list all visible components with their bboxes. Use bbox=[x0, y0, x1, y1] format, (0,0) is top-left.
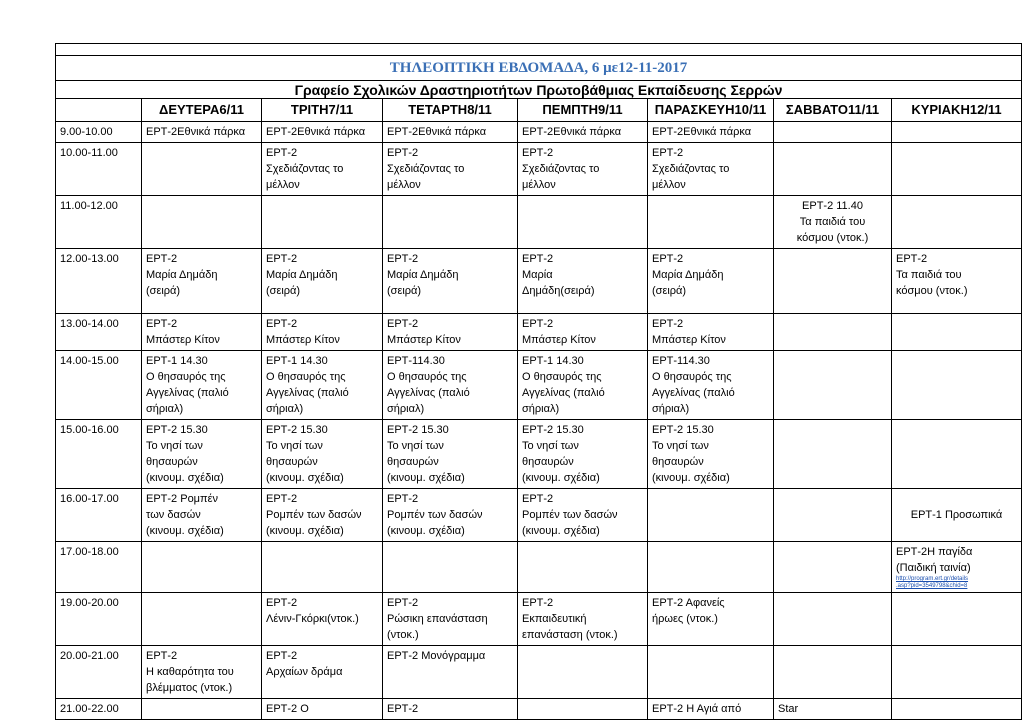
program-text: (κινουμ. σχέδια) bbox=[146, 525, 224, 537]
program-cell bbox=[142, 542, 262, 593]
day-header: ΤΡΙΤΗ7/11 bbox=[262, 99, 383, 122]
program-text: Εκπαιδευτική bbox=[522, 613, 587, 625]
program-text: Η καθαρότητα του bbox=[146, 666, 234, 678]
program-text: ΕΡΤ-2 bbox=[266, 650, 298, 662]
day-header: ΠΑΡΑΣΚΕΥΗ10/11 bbox=[648, 99, 774, 122]
program-text: σήριαλ) bbox=[652, 403, 690, 415]
program-cell bbox=[892, 420, 1022, 489]
program-text: ΕΡΤ-2 Αφανείς bbox=[652, 597, 725, 609]
program-cell bbox=[892, 122, 1022, 143]
program-text: ΕΡΤ-2 15.30 bbox=[522, 424, 584, 436]
program-text: ΕΡΤ-2 Ο bbox=[266, 703, 309, 715]
program-text bbox=[896, 491, 1017, 507]
program-cell bbox=[648, 314, 774, 351]
program-text: Σχεδιάζοντας το bbox=[522, 163, 600, 175]
program-text: ΕΡΤ-2 bbox=[652, 253, 684, 265]
program-cell bbox=[648, 122, 774, 143]
program-text: Σχεδιάζοντας το bbox=[387, 163, 465, 175]
program-cell bbox=[648, 351, 774, 420]
program-cell bbox=[518, 314, 648, 351]
program-cell bbox=[892, 646, 1022, 699]
time-slot-row bbox=[56, 420, 1022, 489]
program-text: ΕΡΤ-2 Η Αγιά από bbox=[652, 703, 742, 715]
program-text: Ο θησαυρός της bbox=[146, 371, 226, 383]
time-slot-label: 10.00-11.00 bbox=[56, 143, 142, 196]
program-cell bbox=[518, 351, 648, 420]
program-cell bbox=[142, 351, 262, 420]
program-cell bbox=[383, 699, 518, 720]
program-text: ΕΡΤ-1 14.30 bbox=[146, 355, 208, 367]
program-cell bbox=[648, 196, 774, 249]
time-slot-label: 17.00-18.00 bbox=[56, 542, 142, 593]
program-text: ΕΡΤ-2 bbox=[387, 703, 419, 715]
time-slot-label: 15.00-16.00 bbox=[56, 420, 142, 489]
program-text: Αγγελίνας (παλιό bbox=[387, 387, 470, 399]
program-text: ήρωες (ντοκ.) bbox=[652, 613, 718, 625]
program-text: ΕΡΤ-2 Ρομπέν bbox=[146, 493, 219, 505]
program-cell bbox=[262, 593, 383, 646]
day-header: ΣΑΒΒΑΤΟ11/11 bbox=[774, 99, 892, 122]
time-slot-label: 21.00-22.00 bbox=[56, 699, 142, 720]
program-text: κόσμου (ντοκ.) bbox=[796, 232, 869, 244]
program-cell bbox=[262, 699, 383, 720]
program-cell bbox=[518, 143, 648, 196]
program-cell bbox=[383, 196, 518, 249]
program-cell bbox=[518, 420, 648, 489]
program-cell bbox=[648, 143, 774, 196]
program-text: βλέμματος (ντοκ.) bbox=[146, 682, 233, 694]
program-text: ΕΡΤ-2 15.30 bbox=[387, 424, 449, 436]
program-text: Μαρία Δημάδη bbox=[387, 269, 459, 281]
program-text: των δασών bbox=[146, 509, 201, 521]
program-cell bbox=[383, 351, 518, 420]
program-cell bbox=[142, 593, 262, 646]
time-slot-row bbox=[56, 542, 1022, 593]
program-text: Αγγελίνας (παλιό bbox=[146, 387, 229, 399]
time-slot-label: 9.00-10.00 bbox=[56, 122, 142, 143]
program-text: Μαρία Δημάδη bbox=[146, 269, 218, 281]
program-text: θησαυρών bbox=[652, 456, 704, 468]
program-text: ΕΡΤ-2 bbox=[266, 253, 298, 265]
program-cell bbox=[518, 489, 648, 542]
program-cell bbox=[774, 699, 892, 720]
program-text: ΕΡΤ-2 Μονόγραμμα bbox=[387, 650, 486, 662]
program-text: επανάσταση (ντοκ.) bbox=[522, 629, 618, 641]
program-cell bbox=[383, 314, 518, 351]
program-text: Λένιν-Γκόρκι(ντοκ.) bbox=[266, 613, 359, 625]
program-text: θησαυρών bbox=[522, 456, 574, 468]
program-text: ΕΡΤ-2Η παγίδα bbox=[896, 546, 973, 558]
program-cell bbox=[142, 489, 262, 542]
program-text: (κινουμ. σχέδια) bbox=[522, 472, 600, 484]
program-text: (σειρά) bbox=[652, 285, 687, 297]
time-slot-row bbox=[56, 196, 1022, 249]
program-cell bbox=[262, 314, 383, 351]
program-cell bbox=[518, 646, 648, 699]
program-text: ΕΡΤ-2 bbox=[522, 253, 554, 265]
time-slot-label: 20.00-21.00 bbox=[56, 646, 142, 699]
program-text: ΕΡΤ-1 Προσωπικά bbox=[910, 509, 1003, 521]
program-cell bbox=[262, 542, 383, 593]
program-text: (κινουμ. σχέδια) bbox=[146, 472, 224, 484]
time-slot-label: 13.00-14.00 bbox=[56, 314, 142, 351]
program-cell bbox=[892, 542, 1022, 593]
program-text: Μαρία bbox=[522, 269, 553, 281]
program-text: Ρώσικη επανάσταση bbox=[387, 613, 488, 625]
program-cell bbox=[892, 314, 1022, 351]
program-cell bbox=[518, 542, 648, 593]
program-cell bbox=[142, 196, 262, 249]
day-header: ΠΕΜΠΤΗ9/11 bbox=[518, 99, 648, 122]
program-text: Μαρία Δημάδη bbox=[266, 269, 338, 281]
program-text: ΕΡΤ-2Εθνικά πάρκα bbox=[387, 126, 487, 138]
program-text: Μπάστερ Κίτον bbox=[266, 334, 340, 346]
program-text: ΕΡΤ-1 14.30 bbox=[522, 355, 584, 367]
time-slot-row bbox=[56, 122, 1022, 143]
time-slot-label: 19.00-20.00 bbox=[56, 593, 142, 646]
time-slot-label: 16.00-17.00 bbox=[56, 489, 142, 542]
program-text: ΕΡΤ-2 bbox=[522, 493, 554, 505]
program-text: Το νησί των bbox=[146, 440, 203, 452]
program-text: Ο θησαυρός της bbox=[522, 371, 602, 383]
program-text: ΕΡΤ-2 bbox=[522, 147, 554, 159]
schedule-sheet bbox=[55, 43, 1021, 720]
program-text: Τα παιδιά του bbox=[799, 216, 866, 228]
program-cell bbox=[518, 249, 648, 314]
program-text: μέλλον bbox=[266, 179, 300, 191]
time-slot-row bbox=[56, 351, 1022, 420]
program-text: Μαρία Δημάδη bbox=[652, 269, 724, 281]
program-text: Δημάδη(σειρά) bbox=[522, 285, 595, 297]
time-slot-label: 11.00-12.00 bbox=[56, 196, 142, 249]
program-text: (κινουμ. σχέδια) bbox=[652, 472, 730, 484]
program-text: ΕΡΤ-2 bbox=[387, 318, 419, 330]
program-text: μέλλον bbox=[652, 179, 686, 191]
program-text: Μπάστερ Κίτον bbox=[146, 334, 220, 346]
blank-row bbox=[56, 44, 1022, 56]
program-cell bbox=[892, 196, 1022, 249]
program-cell bbox=[142, 420, 262, 489]
program-text: κόσμου (ντοκ.) bbox=[896, 285, 968, 297]
program-cell bbox=[518, 122, 648, 143]
program-text: ΕΡΤ-2 bbox=[387, 253, 419, 265]
program-text: Μπάστερ Κίτον bbox=[387, 334, 461, 346]
program-text: ΕΡΤ-2 15.30 bbox=[652, 424, 714, 436]
program-text: ΕΡΤ-2 bbox=[266, 318, 298, 330]
program-text: Μπάστερ Κίτον bbox=[652, 334, 726, 346]
program-text: ΕΡΤ-2Εθνικά πάρκα bbox=[652, 126, 752, 138]
time-slot-row bbox=[56, 314, 1022, 351]
program-text: ΕΡΤ-2 bbox=[387, 493, 419, 505]
program-text: ΕΡΤ-2 11.40 bbox=[802, 200, 863, 212]
program-text: (σειρά) bbox=[387, 285, 422, 297]
program-text: ΕΡΤ-2Εθνικά πάρκα bbox=[146, 126, 246, 138]
program-cell bbox=[892, 489, 1022, 542]
program-cell bbox=[383, 542, 518, 593]
program-text: ΕΡΤ-2 bbox=[896, 253, 928, 265]
program-text: ΕΡΤ-2 bbox=[652, 147, 684, 159]
program-text: ΕΡΤ-114.30 bbox=[387, 355, 445, 367]
program-cell bbox=[142, 699, 262, 720]
program-text: μέλλον bbox=[387, 179, 421, 191]
program-text: Μπάστερ Κίτον bbox=[522, 334, 596, 346]
program-text: ΕΡΤ-2 bbox=[146, 253, 178, 265]
time-slot-row bbox=[56, 249, 1022, 314]
program-cell bbox=[383, 122, 518, 143]
program-text: ΕΡΤ-2 bbox=[266, 493, 298, 505]
program-text: (κινουμ. σχέδια) bbox=[266, 472, 344, 484]
program-text: Αγγελίνας (παλιό bbox=[266, 387, 349, 399]
program-cell bbox=[518, 699, 648, 720]
time-slot-row bbox=[56, 489, 1022, 542]
program-cell bbox=[262, 249, 383, 314]
program-text: ΕΡΤ-2 bbox=[387, 597, 419, 609]
program-cell bbox=[774, 196, 892, 249]
program-cell bbox=[262, 351, 383, 420]
program-cell bbox=[142, 249, 262, 314]
program-cell bbox=[774, 314, 892, 351]
day-header: ΚΥΡΙΑΚΗ12/11 bbox=[892, 99, 1022, 122]
program-text: ΕΡΤ-114.30 bbox=[652, 355, 710, 367]
program-text: σήριαλ) bbox=[266, 403, 304, 415]
program-cell bbox=[142, 646, 262, 699]
time-slot-label: 14.00-15.00 bbox=[56, 351, 142, 420]
schedule-table bbox=[55, 43, 1022, 720]
program-text: ΕΡΤ-2 bbox=[266, 597, 298, 609]
program-text: Ρομπέν των δασών bbox=[387, 509, 483, 521]
program-text: (Παιδική ταινία) bbox=[896, 562, 971, 574]
program-cell bbox=[892, 143, 1022, 196]
program-cell bbox=[142, 143, 262, 196]
program-cell bbox=[892, 249, 1022, 314]
program-cell bbox=[383, 143, 518, 196]
program-text: (ντοκ.) bbox=[387, 629, 419, 641]
program-text: Το νησί των bbox=[266, 440, 323, 452]
program-cell bbox=[383, 593, 518, 646]
program-text: ΕΡΤ-2Εθνικά πάρκα bbox=[522, 126, 622, 138]
program-cell bbox=[383, 646, 518, 699]
program-cell bbox=[262, 489, 383, 542]
program-text: Ο θησαυρός της bbox=[266, 371, 346, 383]
program-cell bbox=[774, 489, 892, 542]
program-cell bbox=[142, 314, 262, 351]
program-text: Σχεδιάζοντας το bbox=[652, 163, 730, 175]
program-cell bbox=[648, 420, 774, 489]
program-cell bbox=[648, 646, 774, 699]
program-cell bbox=[262, 420, 383, 489]
program-cell bbox=[774, 351, 892, 420]
program-cell bbox=[648, 489, 774, 542]
program-cell bbox=[774, 593, 892, 646]
day-header-row bbox=[56, 99, 1022, 122]
program-cell bbox=[518, 593, 648, 646]
program-text: θησαυρών bbox=[387, 456, 439, 468]
program-text: (σειρά) bbox=[266, 285, 301, 297]
program-text: (κινουμ. σχέδια) bbox=[387, 472, 465, 484]
program-cell bbox=[892, 593, 1022, 646]
program-text: σήριαλ) bbox=[387, 403, 425, 415]
program-text: (κινουμ. σχέδια) bbox=[387, 525, 465, 537]
program-cell bbox=[774, 542, 892, 593]
program-text: Ρομπέν των δασών bbox=[522, 509, 618, 521]
program-cell bbox=[262, 646, 383, 699]
program-text: Ο θησαυρός της bbox=[652, 371, 732, 383]
program-cell bbox=[892, 699, 1022, 720]
program-text: Τα παιδιά του bbox=[896, 269, 962, 281]
program-text: θησαυρών bbox=[146, 456, 198, 468]
program-text: Αρχαίων δράμα bbox=[266, 666, 343, 678]
day-header: ΤΕΤΑΡΤΗ8/11 bbox=[383, 99, 518, 122]
program-text: σήριαλ) bbox=[146, 403, 184, 415]
program-cell bbox=[383, 249, 518, 314]
program-text: Το νησί των bbox=[522, 440, 579, 452]
program-cell bbox=[774, 122, 892, 143]
program-text: Σχεδιάζοντας το bbox=[266, 163, 344, 175]
program-cell bbox=[383, 420, 518, 489]
program-cell bbox=[774, 143, 892, 196]
program-cell bbox=[262, 143, 383, 196]
document-title: ΤΗΛΕΟΠΤΙΚΗ ΕΒΔΟΜΑΔΑ, 6 με12-11-2017 bbox=[56, 56, 1022, 81]
program-link[interactable]: .asp?pid=3549798&chid=8 bbox=[896, 583, 968, 589]
program-text: ΕΡΤ-2 bbox=[387, 147, 419, 159]
time-slot-row bbox=[56, 593, 1022, 646]
corner-cell bbox=[56, 99, 142, 122]
program-text: ΕΡΤ-2 bbox=[146, 650, 178, 662]
program-cell bbox=[892, 351, 1022, 420]
program-cell bbox=[262, 196, 383, 249]
program-text: μέλλον bbox=[522, 179, 556, 191]
program-text: ΕΡΤ-2 bbox=[146, 318, 178, 330]
program-text: (κινουμ. σχέδια) bbox=[522, 525, 600, 537]
program-text: σήριαλ) bbox=[522, 403, 560, 415]
program-text: ΕΡΤ-2 15.30 bbox=[146, 424, 208, 436]
program-cell bbox=[518, 196, 648, 249]
program-cell bbox=[648, 542, 774, 593]
program-cell bbox=[774, 249, 892, 314]
program-text: ΕΡΤ-2 bbox=[266, 147, 298, 159]
program-text: Ο θησαυρός της bbox=[387, 371, 467, 383]
program-text: Το νησί των bbox=[652, 440, 709, 452]
program-cell bbox=[774, 646, 892, 699]
program-text: ΕΡΤ-2 15.30 bbox=[266, 424, 328, 436]
program-text: (σειρά) bbox=[146, 285, 181, 297]
program-text: Ρομπέν των δασών bbox=[266, 509, 362, 521]
program-text: (κινουμ. σχέδια) bbox=[266, 525, 344, 537]
program-text: Το νησί των bbox=[387, 440, 444, 452]
program-text: ΕΡΤ-2 bbox=[522, 597, 554, 609]
time-slot-row bbox=[56, 646, 1022, 699]
document-subtitle: Γραφείο Σχολικών Δραστηριοτήτων Πρωτοβάθμιας Εκπαίδευσης Σερρών bbox=[56, 81, 1022, 99]
program-cell bbox=[648, 699, 774, 720]
program-text: Αγγελίνας (παλιό bbox=[652, 387, 735, 399]
program-cell bbox=[774, 420, 892, 489]
program-cell bbox=[262, 122, 383, 143]
program-cell bbox=[648, 249, 774, 314]
program-text: Αγγελίνας (παλιό bbox=[522, 387, 605, 399]
program-cell bbox=[383, 489, 518, 542]
program-text: ΕΡΤ-2 bbox=[652, 318, 684, 330]
program-text: ΕΡΤ-1 14.30 bbox=[266, 355, 328, 367]
program-text: ΕΡΤ-2Εθνικά πάρκα bbox=[266, 126, 366, 138]
time-slot-row bbox=[56, 143, 1022, 196]
program-text: Star bbox=[778, 703, 799, 715]
time-slot-row bbox=[56, 699, 1022, 720]
program-cell bbox=[142, 122, 262, 143]
program-text: ΕΡΤ-2 bbox=[522, 318, 554, 330]
program-cell bbox=[648, 593, 774, 646]
program-link[interactable]: http://program.ert.gr/details bbox=[896, 576, 969, 582]
time-slot-label: 12.00-13.00 bbox=[56, 249, 142, 314]
program-text: θησαυρών bbox=[266, 456, 318, 468]
day-header: ΔΕΥΤΕΡΑ6/11 bbox=[142, 99, 262, 122]
